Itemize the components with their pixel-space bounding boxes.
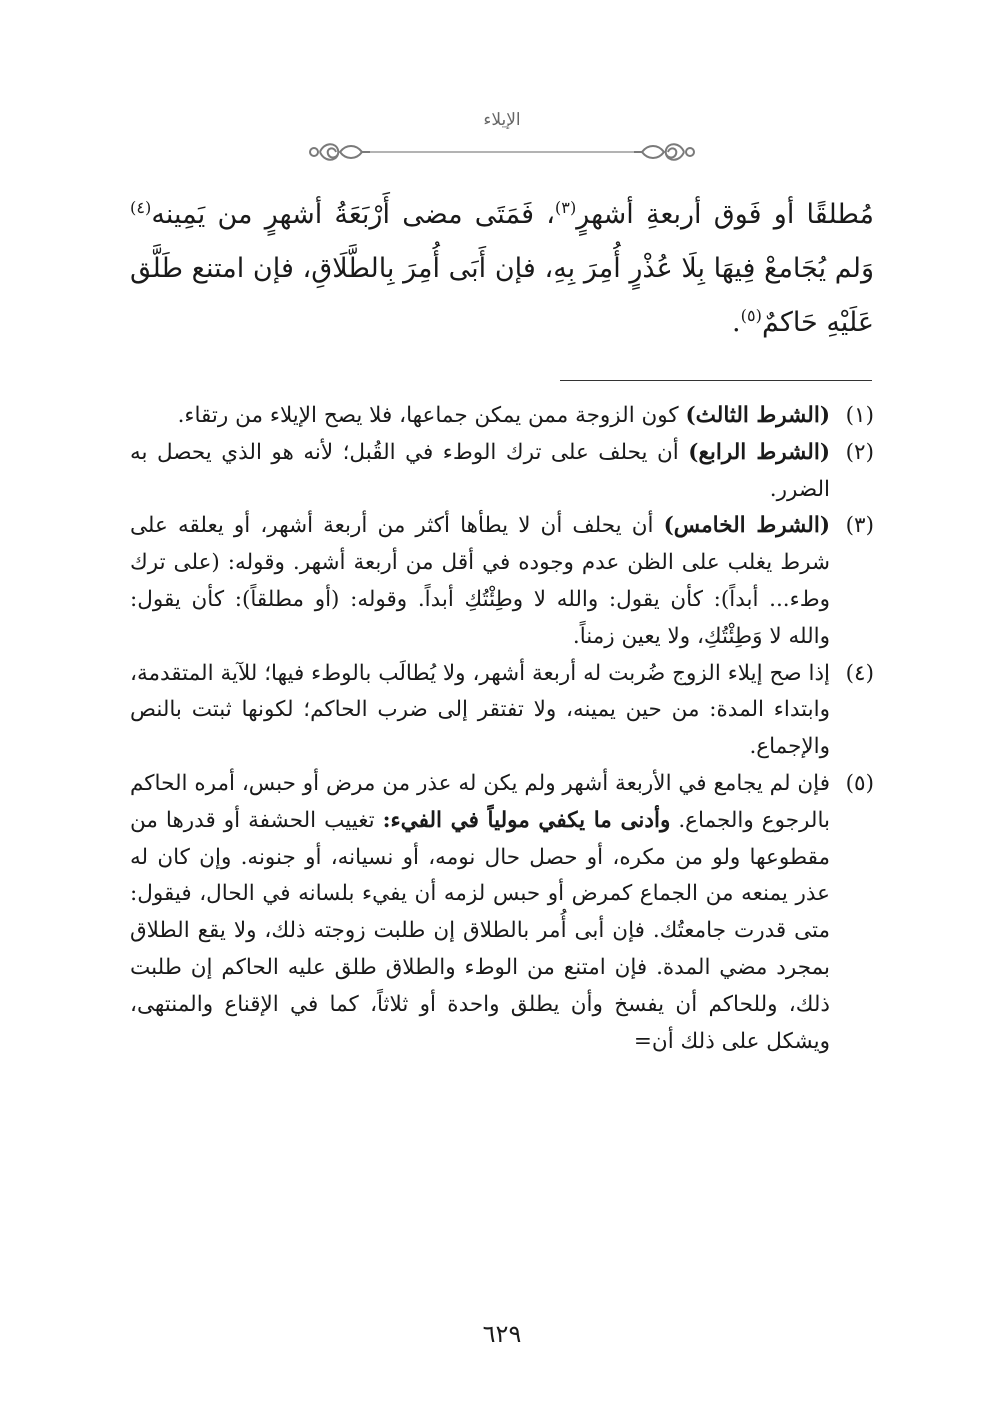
footnote-text: تغييب الحشفة أو قدرها من مقطوعها ولو من مكره، أو حصل حال نومه، أو نسيانه، أو جنونه. وإن كان له عذر يمنعه من الجماع كمرض أو حبس لزمه أن يفيء بلسانه في الحال، فيقول: متى قدرت جامعتُك. فإن أبى أُمر بالطلاق إن طلبت زوجته ذلك، ولا يقع الطلاق بمجرد مضي المدة. فإن امتنع من الوطء والطلاق طلق عليه الحاكم إن طلبت ذلك، وللحاكم أن يفسخ وأن يطلق واحدة أو ثلاثاً، كما في الإقناع والمنتهى، ويشكل على ذلك أن= <box>130 807 830 1054</box>
footnote-text: أن يحلف أن لا يطأها أكثر من أربعة أشهر، أو يعلقه على شرط يغلب على الظن عدم وجوده في أقل من أربعة أشهر. وقوله: (على ترك وطء... أبداً): كأن يقول: والله لا وطِئْتُكِ أبداً. وقوله: (أو مطلقاً): كأن يقول: والله لا وَطِئْتُكِ، ولا يعين زمناً. <box>130 513 830 649</box>
footnote-text: أن يحلف على ترك الوطء في القُبل؛ لأنه هو الذي يحصل به الضرر. <box>130 439 830 502</box>
footnote-number: (٣) <box>845 513 874 539</box>
footnote-number: (٤) <box>845 660 874 686</box>
footnote-bold-text: (الشرط الرابع) <box>688 439 830 465</box>
main-text <box>130 188 874 350</box>
footnote-item <box>130 435 874 509</box>
main-text-segment: . <box>732 307 741 338</box>
footnote-text: كون الزوجة ممن يمكن جماعها، فلا يصح الإيلاء من رتقاء. <box>177 403 686 428</box>
footnote-item <box>130 656 874 766</box>
footnote-item <box>130 398 874 435</box>
footnote-number: (٥) <box>845 770 874 796</box>
page-number: ٦٢٩ <box>482 1320 522 1348</box>
footnote-text: إذا صح إيلاء الزوج ضُربت له أربعة أشهر، ولا يُطالَب بالوطء فيها؛ للآية المتقدمة، وابتداء المدة: من حين يمينه، ولا تفتقر إلى ضرب الحاكم؛ لكونها ثبتت بالنص والإجماع. <box>130 660 830 760</box>
main-text-segment: ، فَمَتَى مضى أَرْبَعَةُ أشهرٍ من يَمِينه <box>151 199 555 230</box>
footnote-bold-text: (الشرط الخامس) <box>663 513 830 539</box>
header-title: الإيلاء <box>483 110 521 130</box>
main-paragraph <box>130 188 874 350</box>
footnote-text: فإن لم يجامع في الأربعة أشهر ولم يكن له عذر من مرض أو حبس، أمره الحاكم بالرجوع والجماع. <box>130 770 830 833</box>
footnote-item <box>130 508 874 655</box>
main-text-segment: مُطلقًا أو فَوق أربعةِ أشهرٍ <box>576 199 874 230</box>
footnote-item <box>130 766 874 1060</box>
footnote-bold-text: وأدنى ما يكفي مولياً في الفيء: <box>382 807 671 833</box>
footnote-bold-text: (الشرط الثالث) <box>685 403 830 428</box>
footnote-ref: (٣) <box>554 198 577 217</box>
main-text-segment: وَلم يُجَامعْ فِيهَا بِلَا عُذْرٍ أُمِرَ بِهِ، فإن أَبَى أُمِرَ بِالطَّلَاقِ، فإن امتنع طَلَّق عَلَيْهِ حَاكمٌ <box>130 253 874 338</box>
footnote-divider <box>560 380 872 381</box>
footnote-number: (٢) <box>845 439 874 465</box>
footnote-number: (١) <box>845 403 874 428</box>
footnotes <box>130 398 874 1060</box>
footnote-ref: (٤) <box>130 198 152 217</box>
ornament-divider-icon <box>300 134 704 170</box>
running-header <box>300 110 704 170</box>
footnote-ref: (٥) <box>740 306 762 325</box>
